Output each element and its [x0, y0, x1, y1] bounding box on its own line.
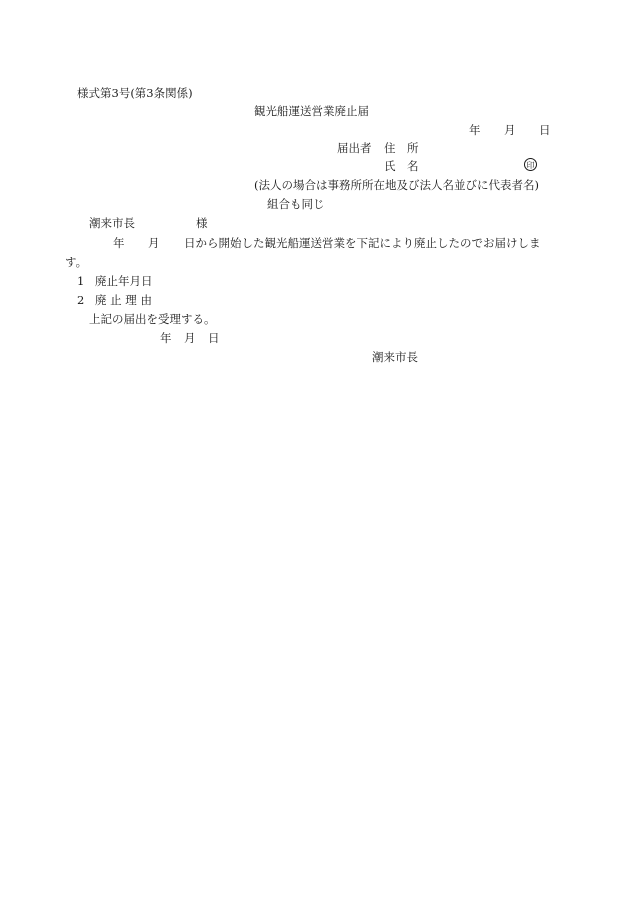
- acceptance-text: 上記の届出を受理する。: [89, 312, 216, 326]
- date-day-label: 日: [539, 123, 551, 137]
- document-title: 観光船運送営業廃止届: [254, 104, 369, 118]
- acceptance-signatory: 潮来市長: [372, 350, 418, 364]
- body-month-label: 月: [148, 236, 160, 250]
- body-continuation: す。: [65, 255, 88, 269]
- address-label: 住 所: [384, 141, 419, 155]
- body-text: 日から開始した観光船運送営業を下記により廃止したのでお届けしま: [184, 236, 541, 250]
- applicant-label: 届出者: [337, 141, 372, 155]
- addressee-honorific: 様: [196, 216, 208, 230]
- date-month-label: 月: [504, 123, 516, 137]
- acceptance-year-label: 年: [160, 331, 172, 345]
- form-number: 様式第3号(第3条関係): [77, 86, 193, 100]
- union-note: 組合も同じ: [267, 197, 325, 211]
- body-year-label: 年: [113, 236, 125, 250]
- name-label: 氏 名: [384, 159, 419, 173]
- item-number: 1: [77, 274, 85, 288]
- date-year-label: 年: [469, 123, 481, 137]
- corporate-note: (法人の場合は事務所所在地及び法人名並びに代表者名): [254, 178, 539, 192]
- item-number: 2: [77, 293, 85, 307]
- item-label-abolition-reason: 廃 止 理 由: [95, 293, 152, 307]
- addressee-name: 潮来市長: [89, 216, 135, 230]
- acceptance-day-label: 日: [208, 331, 220, 345]
- seal-mark: 印: [524, 158, 537, 171]
- item-label-abolition-date: 廃止年月日: [95, 274, 153, 288]
- acceptance-month-label: 月: [184, 331, 196, 345]
